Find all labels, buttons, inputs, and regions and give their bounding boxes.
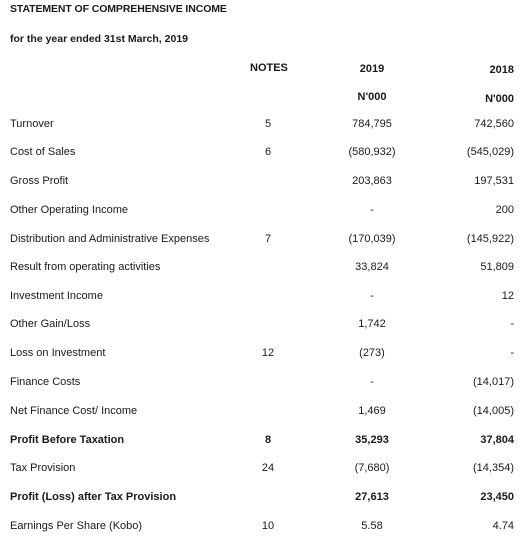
- table-row: [0, 146, 526, 162]
- row-value-2018: (14,354): [473, 462, 514, 474]
- table-row: [0, 233, 526, 249]
- unit-2018-header: N'000: [485, 93, 514, 105]
- row-label: Gross Profit: [10, 175, 69, 187]
- row-value-2019: 5.58: [361, 520, 383, 532]
- table-row: [0, 175, 526, 191]
- row-value-2019: (170,039): [348, 233, 396, 245]
- row-label: Finance Costs: [10, 376, 81, 388]
- row-label: Other Gain/Loss: [10, 318, 91, 330]
- row-value-2019: 35,293: [355, 434, 389, 446]
- row-value-2018: (145,922): [466, 233, 514, 245]
- row-value-2018: 23,450: [480, 491, 514, 503]
- row-label: Turnover: [10, 118, 54, 130]
- row-value-2018: (14,005): [473, 405, 514, 417]
- row-value-2019: 784,795: [352, 118, 392, 130]
- row-label: Cost of Sales: [10, 146, 76, 158]
- row-value-2019: 203,863: [352, 175, 392, 187]
- table-row: [0, 204, 526, 220]
- table-row: [0, 405, 526, 421]
- row-value-2019: 33,824: [355, 261, 389, 273]
- statement-subtitle: for the year ended 31st March, 2019: [10, 33, 188, 45]
- row-value-2018: 742,560: [474, 118, 514, 130]
- year-2019-header: 2019: [359, 63, 385, 75]
- row-note: 6: [264, 146, 272, 158]
- table-row: [0, 290, 526, 306]
- row-label: Profit Before Taxation: [10, 434, 125, 446]
- row-label: Result from operating activities: [10, 261, 161, 273]
- row-value-2018: 197,531: [474, 175, 514, 187]
- table-row: [0, 491, 526, 507]
- table-row: [0, 261, 526, 277]
- table-row: [0, 520, 526, 536]
- row-label: Tax Provision: [10, 462, 76, 474]
- row-value-2019: -: [370, 204, 374, 216]
- table-row: [0, 462, 526, 478]
- row-value-2018: 51,809: [480, 261, 514, 273]
- statement-title: STATEMENT OF COMPREHENSIVE INCOME: [10, 3, 227, 15]
- year-2018-header: 2018: [489, 64, 514, 76]
- row-label: Profit (Loss) after Tax Provision: [10, 491, 177, 503]
- row-note: 7: [264, 233, 272, 245]
- row-value-2018: -: [510, 347, 514, 359]
- row-value-2019: -: [370, 376, 374, 388]
- row-value-2018: 4.74: [492, 520, 514, 532]
- table-row: [0, 318, 526, 334]
- row-value-2019: (7,680): [354, 462, 390, 474]
- row-value-2018: (14,017): [473, 376, 514, 388]
- row-label: Net Finance Cost/ Income: [10, 405, 138, 417]
- row-note: 8: [264, 434, 272, 446]
- row-label: Other Operating Income: [10, 204, 129, 216]
- row-value-2019: 1,742: [358, 318, 386, 330]
- row-note: 24: [261, 462, 275, 474]
- row-note: 10: [261, 520, 275, 532]
- row-value-2019: (273): [359, 347, 385, 359]
- table-row: [0, 118, 526, 134]
- row-note: 12: [261, 347, 275, 359]
- row-value-2019: 1,469: [358, 405, 386, 417]
- row-label: Investment Income: [10, 290, 103, 302]
- row-label: Loss on Investment: [10, 347, 106, 359]
- row-value-2018: -: [510, 318, 514, 330]
- table-row: [0, 376, 526, 392]
- row-value-2019: 27,613: [355, 491, 389, 503]
- row-note: 5: [264, 118, 272, 130]
- table-row: [0, 434, 526, 450]
- row-value-2018: 37,804: [480, 434, 514, 446]
- row-value-2019: (580,932): [348, 146, 396, 158]
- row-value-2018: 12: [501, 290, 514, 302]
- unit-2019-header: N'000: [357, 91, 387, 103]
- row-value-2018: 200: [495, 204, 514, 216]
- row-label: Earnings Per Share (Kobo): [10, 520, 143, 532]
- notes-column-header: NOTES: [250, 62, 288, 74]
- table-row: [0, 347, 526, 363]
- row-value-2018: (545,029): [466, 146, 514, 158]
- row-value-2019: -: [370, 290, 374, 302]
- row-label: Distribution and Administrative Expenses: [10, 233, 210, 245]
